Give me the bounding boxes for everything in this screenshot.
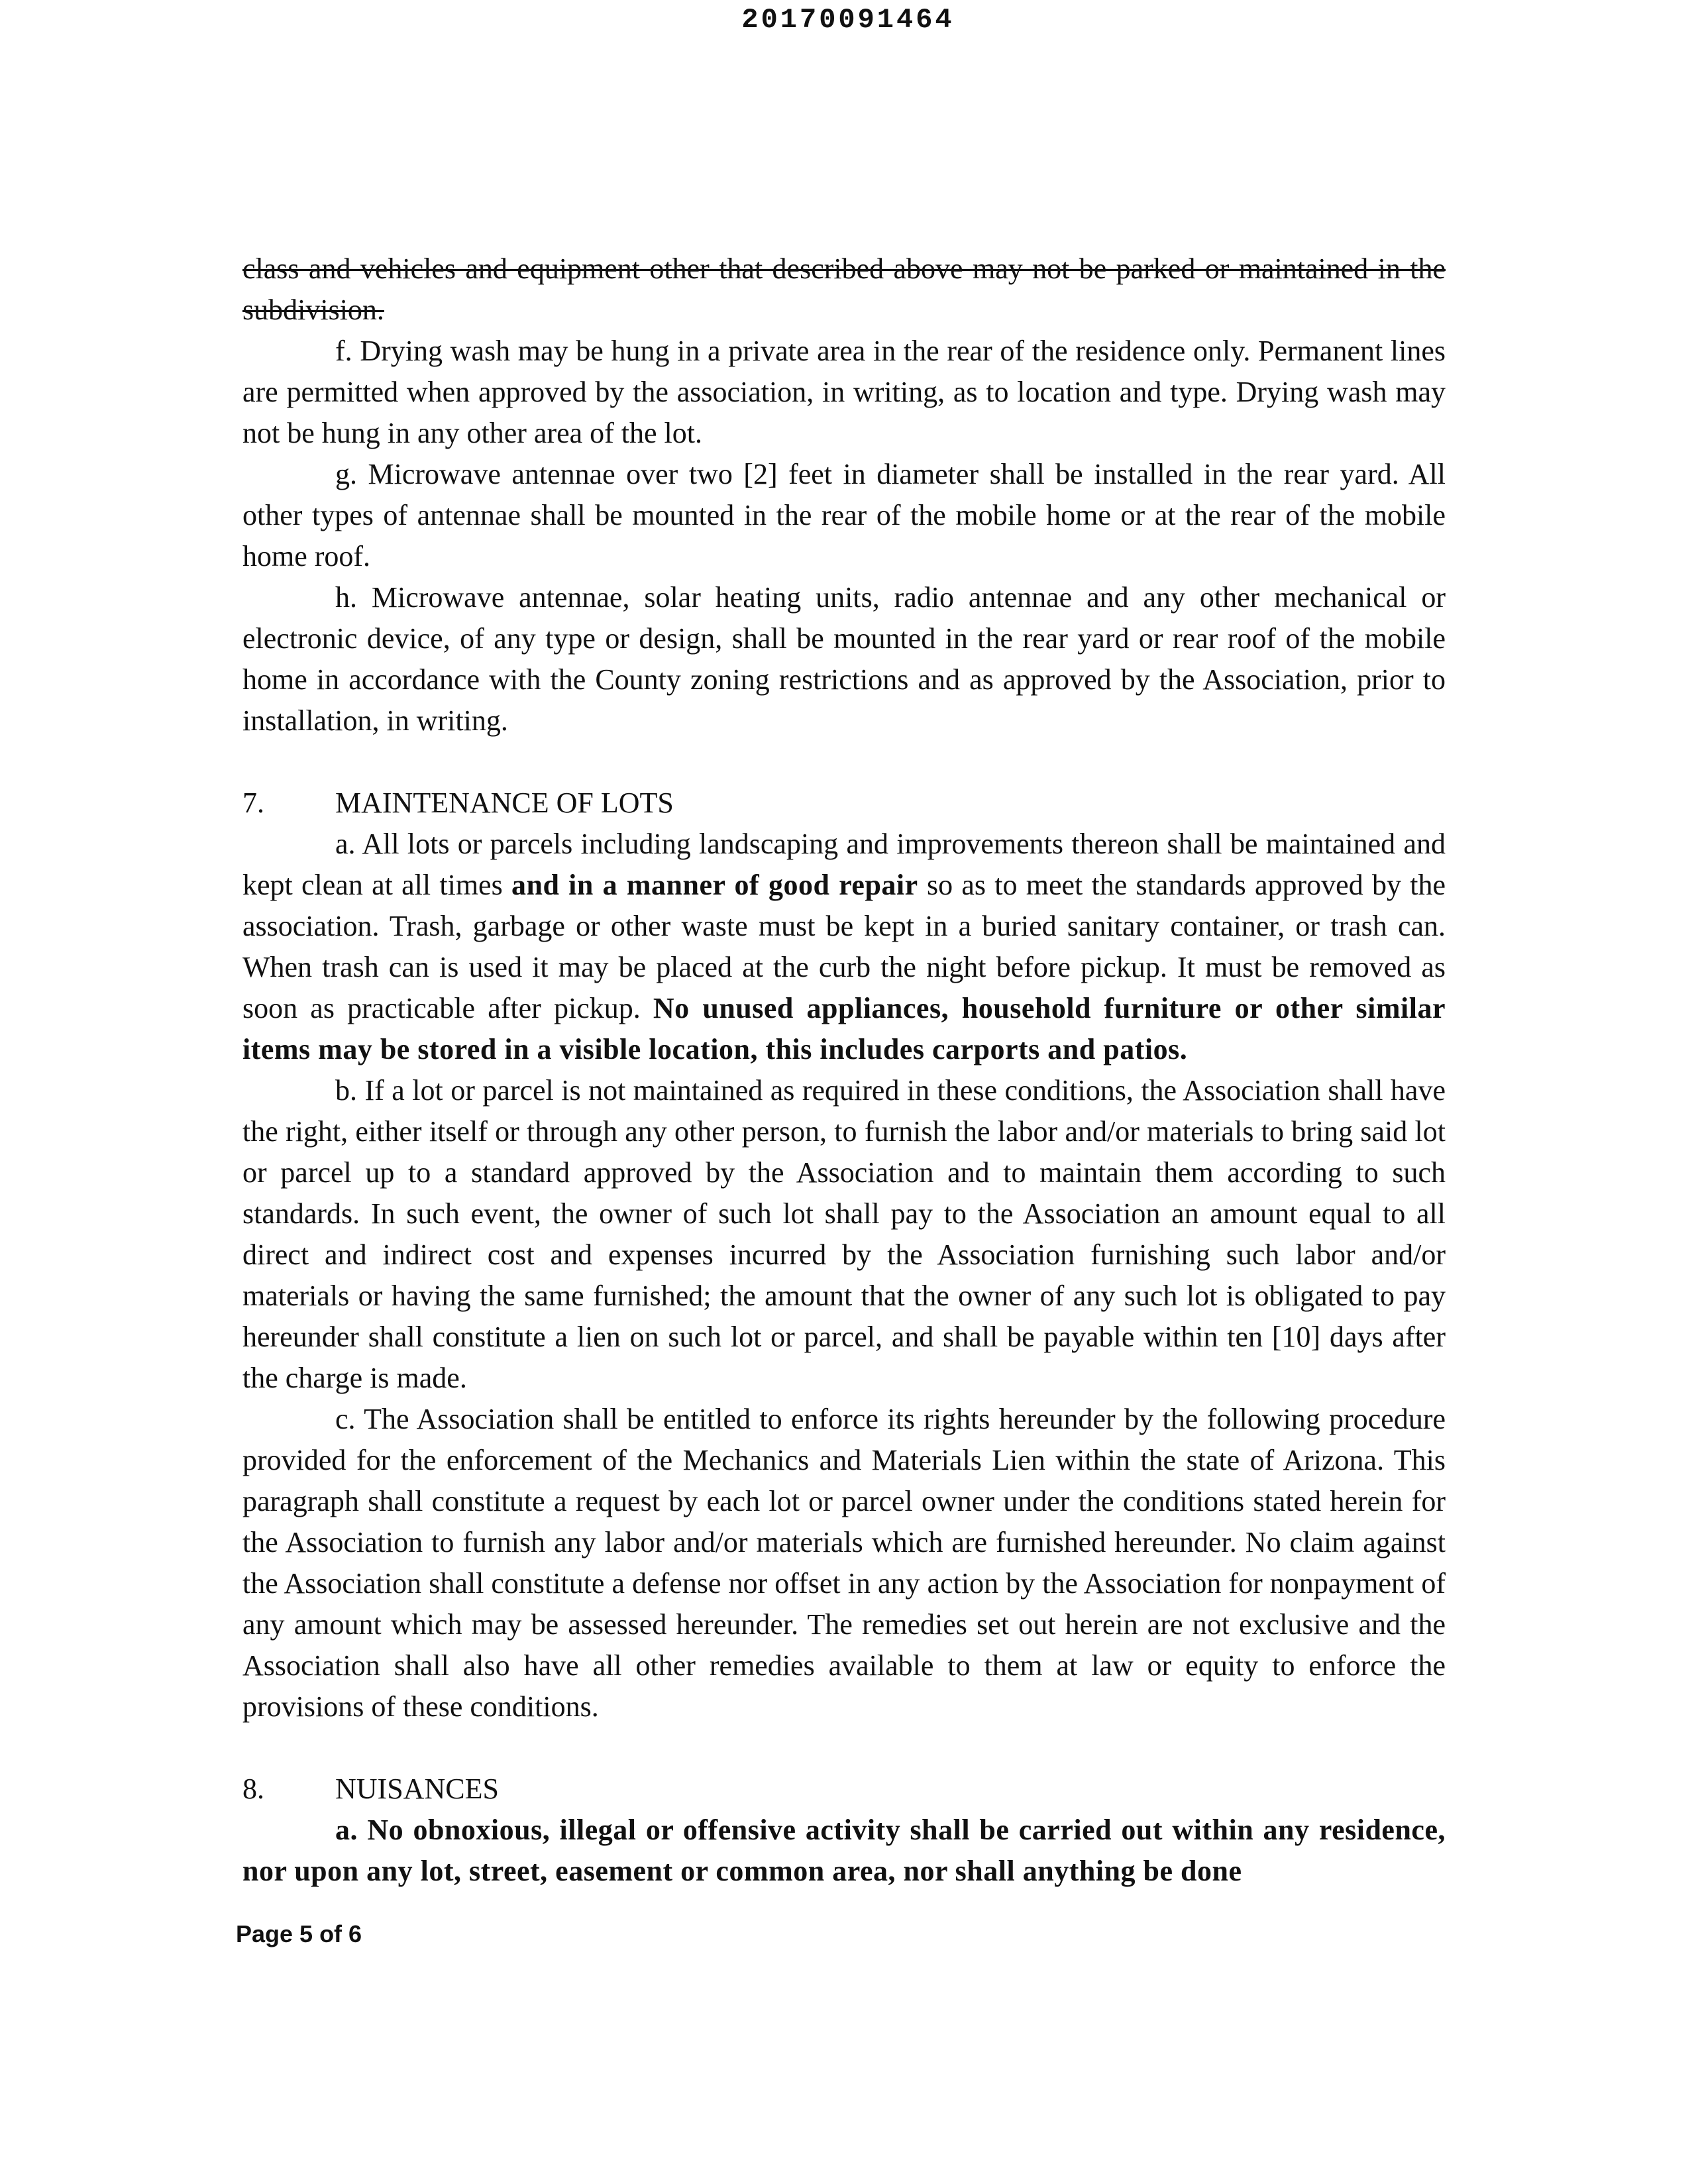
section-7-heading — [242, 783, 1446, 824]
section-7-title: MAINTENANCE OF LOTS — [335, 787, 674, 819]
section-7-paragraph-b: b. If a lot or parcel is not maintained as required in these conditions, the Association shall have the right, either itself or through any other person, to furnish the labor and/or materials to bring said lot or parcel up to a standard approved by the Association and to maintain them according to such standards. In such event, the owner of such lot shall pay to the Association an amount equal to all direct and indirect cost and expenses incurred by the Association furnishing such labor and/or materials or having the same furnished; the amount that the owner of any such lot is obligated to pay hereunder shall constitute a lien on such lot or parcel, and shall be payable within ten [10] days after the charge is made. — [242, 1074, 1446, 1394]
document-body — [242, 248, 1446, 1892]
struck-paragraph: class and vehicles and equipment other that described above may not be parked or maintained in the subdivision. — [242, 252, 1446, 326]
section-8-heading — [242, 1769, 1446, 1810]
document-number: 20170091464 — [741, 4, 955, 36]
paragraph-h: h. Microwave antennae, solar heating units, radio antennae and any other mechanical or electronic device, of any type or design, shall be mounted in the rear yard or rear roof of the mobile home in accordance with the County zoning restrictions and as approved by the Association, prior to installation, in writing. — [242, 581, 1446, 737]
paragraph-g: g. Microwave antennae over two [2] feet in diameter shall be installed in the rear yard. All other types of antennae shall be mounted in the rear of the mobile home or at the rear of the mobile home roof. — [242, 458, 1446, 573]
section-7-paragraph-a-text-2: so as to meet the standards approved by the association. Trash, garbage or other waste must be kept in a buried sanitary container, or trash can. When trash can is used it may be placed at the curb the night before pickup. It must be removed as soon as practicable after pickup. — [242, 869, 1446, 1024]
page-number: Page 5 of 6 — [236, 1920, 362, 1947]
section-7-paragraph-a-bold-2: No unused appliances, household furniture or other similar items may be stored in a visible location, this includes carports and patios. — [242, 992, 1446, 1065]
section-7-paragraph-a-bold-1: and in a manner of good repair — [511, 869, 918, 901]
paragraph-f: f. Drying wash may be hung in a private area in the rear of the residence only. Permanent lines are permitted when approved by the association, in writing, as to location and type. Drying wash may not be hung in any other area of the lot. — [242, 335, 1446, 449]
section-7-paragraph-a-text-1: a. All lots or parcels including landscaping and improvements thereon shall be maintained and kept clean at all times — [242, 828, 1446, 901]
section-7-number: 7. — [242, 787, 264, 819]
section-8-number: 8. — [242, 1773, 264, 1805]
section-7-paragraph-a — [242, 824, 1446, 1070]
section-8-title: NUISANCES — [335, 1773, 499, 1805]
section-8-paragraph-a: a. No obnoxious, illegal or offensive activity shall be carried out within any residence, nor upon any lot, street, easement or common area, nor shall anything be done — [242, 1814, 1446, 1887]
section-7-paragraph-c: c. The Association shall be entitled to enforce its rights hereunder by the following procedure provided for the enforcement of the Mechanics and Materials Lien within the state of Arizona. This paragraph shall constitute a request by each lot or parcel owner under the conditions stated herein for the Association to furnish any labor and/or materials which are furnished hereunder. No claim against the Association shall constitute a defense nor offset in any action by the Association for nonpayment of any amount which may be assessed hereunder. The remedies set out herein are not exclusive and the Association shall also have all other remedies available to them at law or equity to enforce the provisions of these conditions. — [242, 1403, 1446, 1723]
